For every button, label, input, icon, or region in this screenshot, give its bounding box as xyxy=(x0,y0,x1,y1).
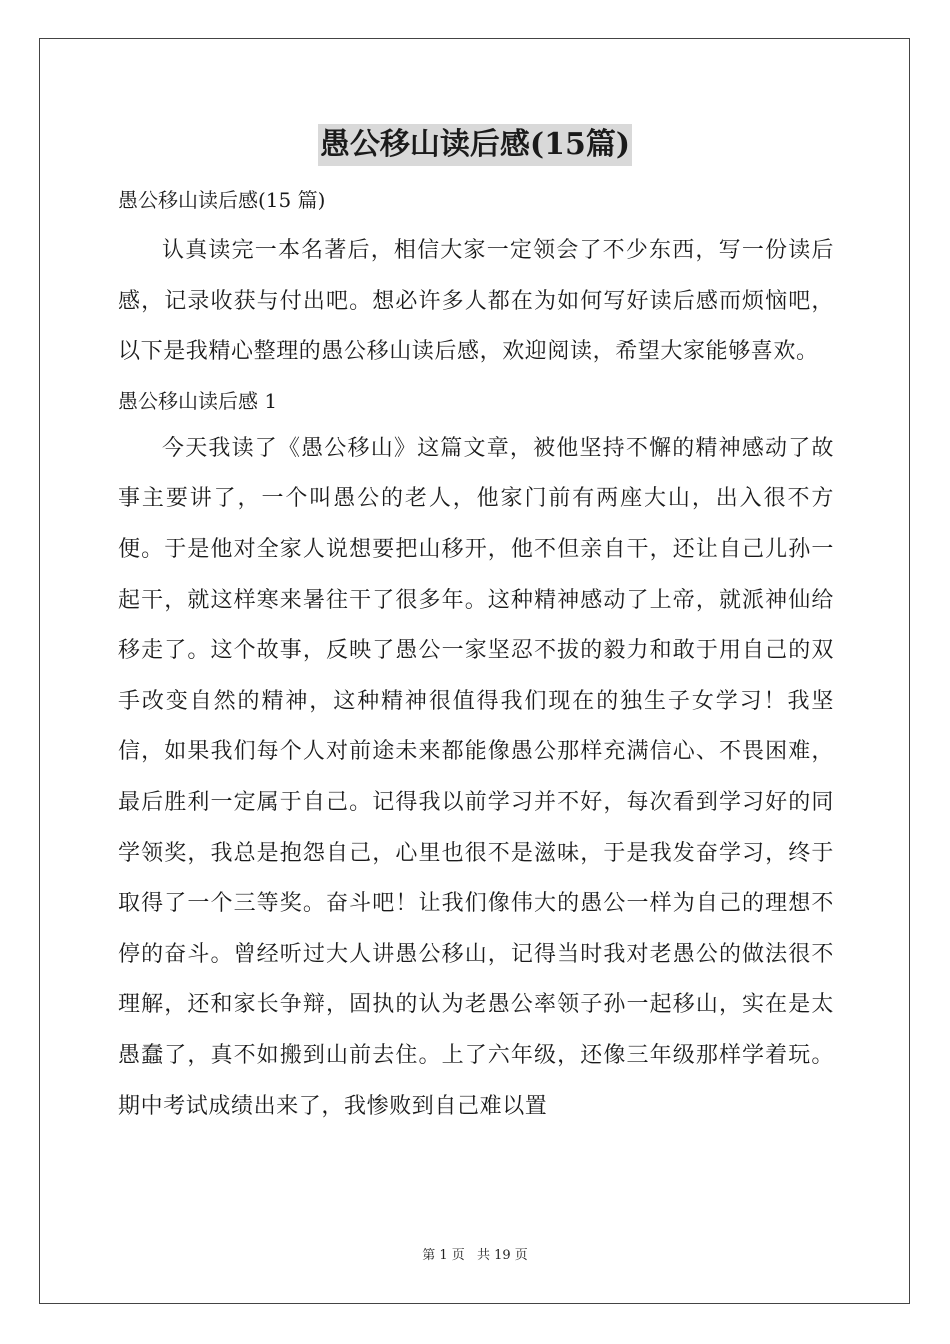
title-container xyxy=(0,124,950,166)
section-paragraph: 今天我读了《愚公移山》这篇文章，被他坚持不懈的精神感动了故事主要讲了，一个叫愚公的老人，他家门前有两座大山，出入很不方便。于是他对全家人说想要把山移开，他不但亲自干，还让自己儿孙一起干，就这样寒来暑往干了很多年。这种精神感动了上帝，就派神仙给移走了。这个故事，反映了愚公一家坚忍不拔的毅力和敢于用自己的双手改变自然的精神，这种精神很值得我们现在的独生子女学习！我坚信，如果我们每个人对前途未来都能像愚公那样充满信心、不畏困难，最后胜利一定属于自己。记得我以前学习并不好，每次看到学习好的同学领奖，我总是抱怨自己，心里也很不是滋味，于是我发奋学习，终于取得了一个三等奖。奋斗吧！让我们像伟大的愚公一样为自己的理想不停的奋斗。曾经听过大人讲愚公移山，记得当时我对老愚公的做法很不理解，还和家长争辩，固执的认为老愚公率领子孙一起移山，实在是太愚蠢了，真不如搬到山前去住。上了六年级，还像三年级那样学着玩。期中考试成绩出来了，我惨败到自己难以置 xyxy=(118,435,834,1119)
document-title: 愚公移山读后感(15篇) xyxy=(318,124,632,166)
section-heading: 愚公移山读后感 1 xyxy=(118,388,278,413)
page-footer xyxy=(0,1244,950,1263)
document-subtitle: 愚公移山读后感(15 篇) xyxy=(118,188,326,212)
document-body xyxy=(118,178,834,1132)
total-pages: 共 19 页 xyxy=(476,1248,528,1263)
intro-paragraph: 认真读完一本名著后，相信大家一定领会了不少东西，写一份读后感，记录收获与付出吧。想必许多人都在为如何写好读后感而烦恼吧，以下是我精心整理的愚公移山读后感，欢迎阅读，希望大家能够喜欢。 xyxy=(118,238,834,365)
page-number: 第 1 页 xyxy=(422,1248,465,1263)
